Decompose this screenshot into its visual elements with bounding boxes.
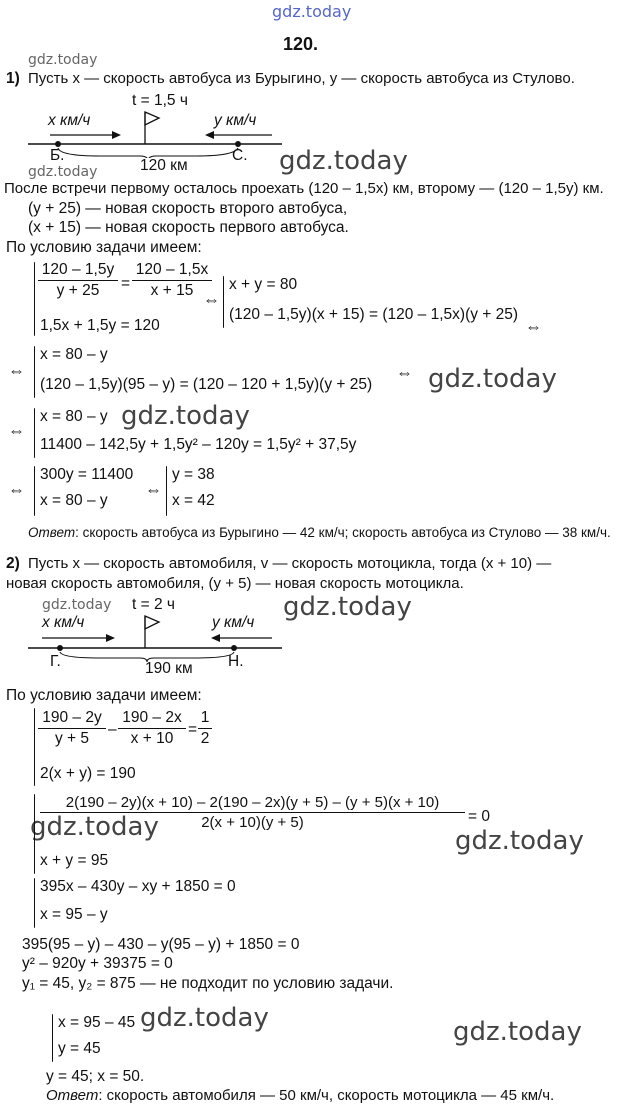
fraction [40, 794, 465, 831]
after-meeting-text: После встречи первому осталось проехать (120 – 1,5x) км, второму — (120 – 1,5y) км. [4, 180, 604, 197]
right-speed-label: y км/ч [212, 614, 255, 631]
watermark: gdz.today [453, 1017, 582, 1047]
denominator: y + 5 [54, 730, 90, 747]
equation-line: 300y = 11400 [40, 466, 134, 483]
equivalence-arrow: ⇔ [8, 361, 25, 380]
watermark: gdz.today [428, 364, 557, 394]
problem-number: 120. [283, 34, 319, 54]
watermark: gdz.today [283, 592, 412, 622]
minus-sign: – [108, 721, 117, 738]
equivalence-arrow: ⇔ [525, 317, 542, 336]
denominator: x + 10 [130, 730, 174, 747]
equation-line: y² – 920y + 39375 = 0 [22, 955, 173, 972]
watermark: gdz.today [121, 401, 250, 431]
denominator: x + 15 [150, 282, 194, 299]
equation-line: x = 80 – y [40, 492, 108, 509]
denominator: y + 25 [56, 282, 100, 299]
watermark: gdz.today [140, 1003, 269, 1033]
equals-sign: = [188, 721, 198, 738]
system-brace [34, 262, 35, 336]
condition-label: По условию задачи имеем: [6, 239, 202, 256]
watermark: gdz.today [279, 146, 408, 176]
denominator: 2 [200, 730, 210, 747]
system-brace [34, 346, 35, 398]
condition-label: По условию задачи имеем: [6, 687, 202, 704]
system-brace [34, 408, 35, 458]
answer-2 [46, 1087, 554, 1104]
equation-line: 11400 – 142,5y + 1,5y² – 120y = 1,5y² + 37,5y [40, 436, 357, 453]
fraction [38, 709, 106, 748]
right-point: Н. [228, 653, 244, 670]
equation-line: x + y = 95 [40, 852, 109, 869]
equation-line: y = 45 [58, 1040, 101, 1057]
distance-label: 120 км [140, 157, 188, 174]
distance-label: 190 км [145, 660, 193, 677]
right-speed-label: y км/ч [214, 112, 257, 129]
result-line: y = 45; x = 50. [46, 1068, 145, 1085]
system-brace [223, 276, 224, 328]
system-brace [34, 708, 35, 786]
watermark: gdz.today [28, 52, 98, 68]
part2-intro-line1: Пусть x — скорость автомобиля, v — скорость мотоцикла, тогда (x + 10) — [28, 555, 552, 572]
part1-intro: Пусть x — скорость автобуса из Бурыгино, y — скорость автобуса из Стулово. [28, 70, 575, 87]
left-speed-label: x км/ч [42, 614, 85, 631]
system-brace [34, 466, 35, 516]
numerator: 190 – 2x [118, 709, 186, 729]
equation-line: x = 80 – y [40, 346, 108, 363]
left-point: Г. [50, 653, 61, 670]
system-brace [34, 794, 35, 874]
watermark-top: gdz.today [272, 2, 352, 21]
equivalence-arrow: ⇔ [8, 421, 25, 440]
part2-intro-line2: новая скорость автомобиля, (y + 5) — новая скорость мотоцикла. [6, 575, 464, 592]
equation-line: 1,5x + 1,5y = 120 [40, 317, 160, 334]
answer-text: : скорость автомобиля — 50 км/ч, скорость мотоцикла — 45 км/ч. [98, 1087, 555, 1104]
part2-number: 2) [6, 555, 20, 572]
watermark: gdz.today [42, 597, 112, 613]
fraction [38, 261, 118, 300]
left-point: Б. [50, 147, 65, 164]
equation-line: (120 – 1,5y)(95 – y) = (120 – 120 + 1,5y)(y + 25) [40, 376, 373, 393]
watermark: gdz.today [455, 826, 584, 856]
equation-line: y = 38 [172, 466, 215, 483]
equation-line: x = 95 – 45 [58, 1014, 136, 1031]
diagram-time: t = 2 ч [132, 596, 175, 613]
system-brace [34, 878, 35, 928]
answer-text: : скорость автобуса из Бурыгино — 42 км/ч; скорость автобуса из Стулово — 38 км/ч. [75, 525, 611, 540]
system-brace [166, 466, 167, 516]
watermark: gdz.today [28, 164, 98, 180]
denominator: 2(x + 10)(y + 5) [201, 814, 304, 831]
new-speed-first: (x + 15) — новая скорость первого автобуса. [28, 219, 349, 236]
equation-line: x = 95 – y [40, 906, 108, 923]
part1-number: 1) [6, 70, 20, 87]
equivalence-arrow: ⇔ [396, 363, 413, 382]
numerator: 120 – 1,5y [38, 261, 118, 281]
right-point: С. [232, 147, 248, 164]
answer-1 [28, 525, 611, 540]
equals-zero: = 0 [468, 808, 490, 825]
numerator: 120 – 1,5x [132, 261, 212, 281]
fraction [132, 261, 212, 300]
numerator: 2(190 – 2y)(x + 10) – 2(190 – 2x)(y + 5) – (y + 5)(x + 10) [40, 794, 465, 813]
equivalence-arrow: ⇔ [203, 290, 220, 309]
equation-line: x + y = 80 [229, 276, 298, 293]
numerator: 190 – 2y [38, 709, 106, 729]
equation-line: y₁ = 45, y₂ = 875 — не подходит по условию задачи. [22, 975, 394, 992]
answer-label: Ответ [46, 1087, 99, 1104]
numerator: 1 [198, 709, 212, 729]
equation-line: 2(x + y) = 190 [40, 765, 136, 782]
diagram-time: t = 1,5 ч [132, 92, 188, 109]
equation-line: x = 80 – y [40, 408, 108, 425]
equation-line: 395x – 430y – xy + 1850 = 0 [40, 878, 236, 895]
equation-line: x = 42 [172, 492, 215, 509]
fraction [198, 709, 212, 748]
left-speed-label: x км/ч [48, 112, 91, 129]
system-brace [52, 1014, 53, 1062]
fraction [118, 709, 186, 748]
watermark: gdz.today [30, 812, 159, 842]
new-speed-second: (y + 25) — новая скорость второго автобуса, [28, 200, 348, 217]
equals-sign: = [121, 275, 131, 292]
equation-line: 395(95 – y) – 430 – y(95 – y) + 1850 = 0 [22, 936, 300, 953]
equivalence-arrow: ⇔ [8, 480, 25, 499]
answer-label: Ответ [28, 525, 76, 540]
equation-line: (120 – 1,5y)(x + 15) = (120 – 1,5x)(y + 25) [229, 306, 519, 323]
equivalence-arrow: ⇔ [145, 480, 162, 499]
